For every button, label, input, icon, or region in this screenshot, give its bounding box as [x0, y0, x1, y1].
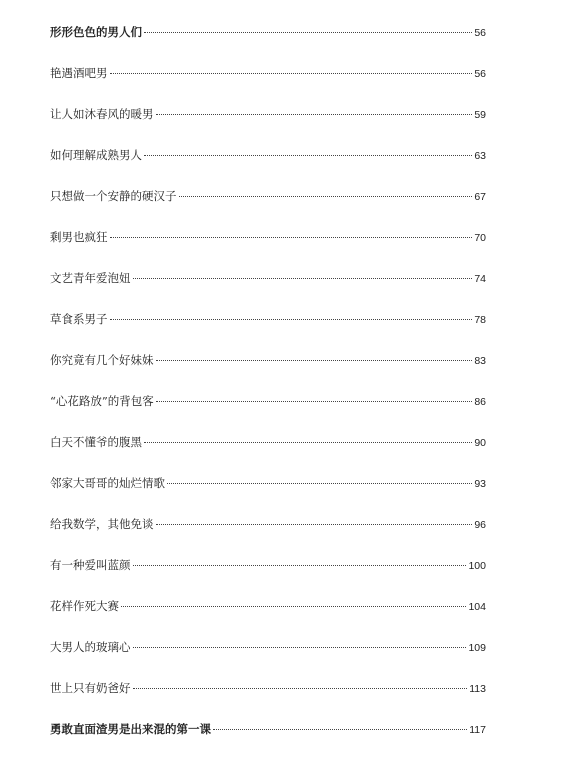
dot-leader: [144, 442, 472, 443]
toc-entry[interactable]: [50, 22, 486, 63]
toc-entry[interactable]: [50, 268, 486, 309]
toc-entry-title: 如何理解成熟男人: [50, 148, 142, 162]
dot-leader: [133, 688, 468, 689]
dot-leader: [167, 483, 472, 484]
toc-entry[interactable]: [50, 719, 486, 760]
dot-leader: [156, 524, 473, 525]
toc-entry-title: 有一种爱叫蓝颜: [50, 558, 131, 572]
toc-entry-page-number: 74: [474, 273, 486, 285]
toc-entry[interactable]: [50, 186, 486, 227]
toc-entry[interactable]: [50, 514, 486, 555]
toc-entry-title: 勇敢直面渣男是出来混的第一课: [50, 722, 211, 736]
toc-entry-page-number: 56: [474, 68, 486, 80]
toc-entry-page-number: 78: [474, 314, 486, 326]
toc-entry-page-number: 83: [474, 355, 486, 367]
toc-entry[interactable]: [50, 432, 486, 473]
toc-entry[interactable]: [50, 391, 486, 432]
toc-entry-page-number: 67: [474, 191, 486, 203]
toc-entry-page-number: 59: [474, 109, 486, 121]
toc-entry-title: 让人如沐春风的暖男: [50, 107, 154, 121]
toc-entry-title: 世上只有奶爸好: [50, 681, 131, 695]
toc-entry-title: 艳遇酒吧男: [50, 66, 108, 80]
toc-entry-page-number: 56: [474, 27, 486, 39]
dot-leader: [133, 565, 467, 566]
dot-leader: [121, 606, 466, 607]
toc-entry-page-number: 117: [469, 724, 486, 736]
toc-entry[interactable]: [50, 145, 486, 186]
dot-leader: [144, 32, 472, 33]
toc-entry[interactable]: [50, 637, 486, 678]
toc-entry-page-number: 93: [474, 478, 486, 490]
toc-entry-page-number: 96: [474, 519, 486, 531]
toc-entry[interactable]: [50, 350, 486, 391]
dot-leader: [110, 237, 473, 238]
toc-entry-page-number: 70: [474, 232, 486, 244]
toc-entry-title: “心花路放”的背包客: [50, 394, 154, 408]
toc-entry[interactable]: [50, 473, 486, 514]
toc-entry-page-number: 90: [474, 437, 486, 449]
dot-leader: [133, 647, 467, 648]
dot-leader: [144, 155, 472, 156]
toc-entry[interactable]: [50, 555, 486, 596]
toc-entry-title: 只想做一个安静的硬汉子: [50, 189, 177, 203]
toc-entry-title: 白天不懂爷的腹黑: [50, 435, 142, 449]
toc-entry-title: 给我数学，其他免谈: [50, 517, 154, 531]
toc-entry-title: 邻家大哥哥的灿烂情歌: [50, 476, 165, 490]
toc-entry-title: 花样作死大赛: [50, 599, 119, 613]
toc-entry-page-number: 113: [469, 683, 486, 695]
dot-leader: [133, 278, 473, 279]
dot-leader: [156, 360, 473, 361]
toc-entry[interactable]: [50, 678, 486, 719]
dot-leader: [213, 729, 467, 730]
toc-entry[interactable]: [50, 596, 486, 637]
toc-entry-page-number: 104: [468, 601, 486, 613]
table-of-contents: [50, 22, 486, 760]
toc-entry[interactable]: [50, 227, 486, 268]
dot-leader: [156, 114, 473, 115]
toc-entry-title: 大男人的玻璃心: [50, 640, 131, 654]
toc-entry-title: 文艺青年爱泡妞: [50, 271, 131, 285]
toc-entry[interactable]: [50, 309, 486, 350]
toc-entry-page-number: 100: [468, 560, 486, 572]
dot-leader: [110, 319, 473, 320]
toc-entry-page-number: 109: [468, 642, 486, 654]
dot-leader: [179, 196, 473, 197]
toc-entry[interactable]: [50, 104, 486, 145]
dot-leader: [110, 73, 473, 74]
toc-entry-title: 草食系男子: [50, 312, 108, 326]
toc-entry-title: 形形色色的男人们: [50, 25, 142, 39]
toc-entry[interactable]: [50, 63, 486, 104]
toc-entry-title: 你究竟有几个好妹妹: [50, 353, 154, 367]
toc-entry-page-number: 86: [474, 396, 486, 408]
dot-leader: [156, 401, 473, 402]
toc-entry-title: 剩男也疯狂: [50, 230, 108, 244]
toc-entry-page-number: 63: [474, 150, 486, 162]
